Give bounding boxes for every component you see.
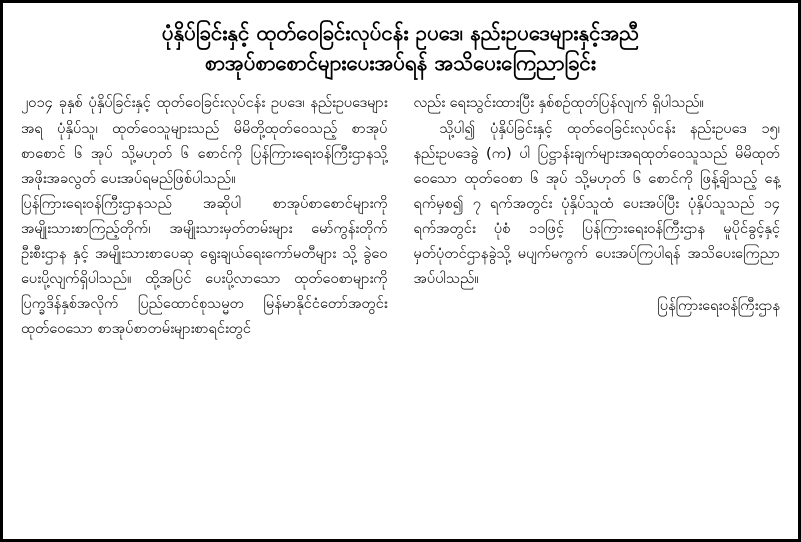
page-title-line-1: ပုံနှိပ်ခြင်းနှင့် ထုတ်ဝေခြင်းလုပ်ငန်း ဥပဒေ၊ နည်းဥပဒေများနှင့်အညီ <box>161 21 640 45</box>
signature-line: ပြန်ကြားရေးဝန်ကြီးဌာန <box>657 297 780 315</box>
page-title-line-2: စာအုပ်စာစောင်များပေးအပ်ရန် အသိပေးကြေညာခြင်း <box>204 50 597 75</box>
paragraph: ပြန်ကြားရေးဝန်ကြီးဌာနသည် အဆိုပါ စာအုပ်စာစောင်များကို အမျိုးသားစာကြည့်တိုက်၊ အမျိုးသားမှတ်တမ်းများ မော်ကွန်းတိုက်ဦးစီးဌာန နှင့် အမျိုးသားစာပေဆု ရွေးချယ်ရေးကော်မတီများ သို့ ခွဲဝေပေးပို့လျက်ရှိပါသည်။ ထို့အပြင် ပေးပို့လာသော ထုတ်ဝေစာများကို ပြက္ခဒိန်နှစ်အလိုက် ပြည်ထောင်စုသမ္မတ မြန်မာနိုင်ငံတော်အတွင်း ထုတ်ဝေသော စာအုပ်စာတမ်းများစာရင်းတွင် <box>21 194 388 338</box>
page-title <box>21 17 780 78</box>
right-column <box>414 90 781 318</box>
paragraph: လည်း ရေးသွင်းထားပြီး နှစ်စဉ်ထုတ်ပြန်လျက် ရှိပါသည်။ <box>413 94 704 112</box>
paragraph: သို့ပါ၍ ပုံနှိပ်ခြင်းနှင့် ထုတ်ဝေခြင်းလုပ်ငန်း နည်းဥပဒေ ၁၅၊ နည်းဥပဒေခွဲ (က) ပါ ပြဋ္ဌာန်းချက်များအရထုတ်ဝေသူသည် မိမိထုတ်ဝေသော ထုတ်ဝေစာ ၆ အုပ် သို့မဟုတ် ၆ စောင်ကို ဖြန့်ချိသည့် နေ့ရက်မှစ၍ ၇ ရက်အတွင်း ပုံနှိပ်သူထံ ပေးအပ်ပြီး ပုံနှိပ်သူသည် ၁၄ ရက်အတွင်း ပုံစံ ၁၁ဖြင့် ပြန်ကြားရေးဝန်ကြီးဌာန မူပိုင်ခွင့်နှင့် မှတ်ပုံတင်ဌာနခွဲသို့ မပျက်မကွက် ပေးအပ်ကြပါရန် အသိပေးကြေညာအပ်ပါသည်။ <box>413 119 780 288</box>
body-columns <box>21 90 780 341</box>
left-column <box>21 90 388 341</box>
paragraph: ၂၀၁၄ ခုနှစ် ပုံနှိပ်ခြင်းနှင့် ထုတ်ဝေခြင်းလုပ်ငန်း ဥပဒေ၊ နည်းဥပဒေများအရ ပုံနှိပ်သူ၊ ထုတ်ဝေသူများသည် မိမိတို့ထုတ်ဝေသည့် စာအုပ်စာစောင် ၆ အုပ် သို့မဟုတ် ၆ စောင်ကို ပြန်ကြားရေးဝန်ကြီးဌာနသို့ အဖိုးအခလွတ် ပေးအပ်ရမည်ဖြစ်ပါသည်။ <box>21 94 388 187</box>
